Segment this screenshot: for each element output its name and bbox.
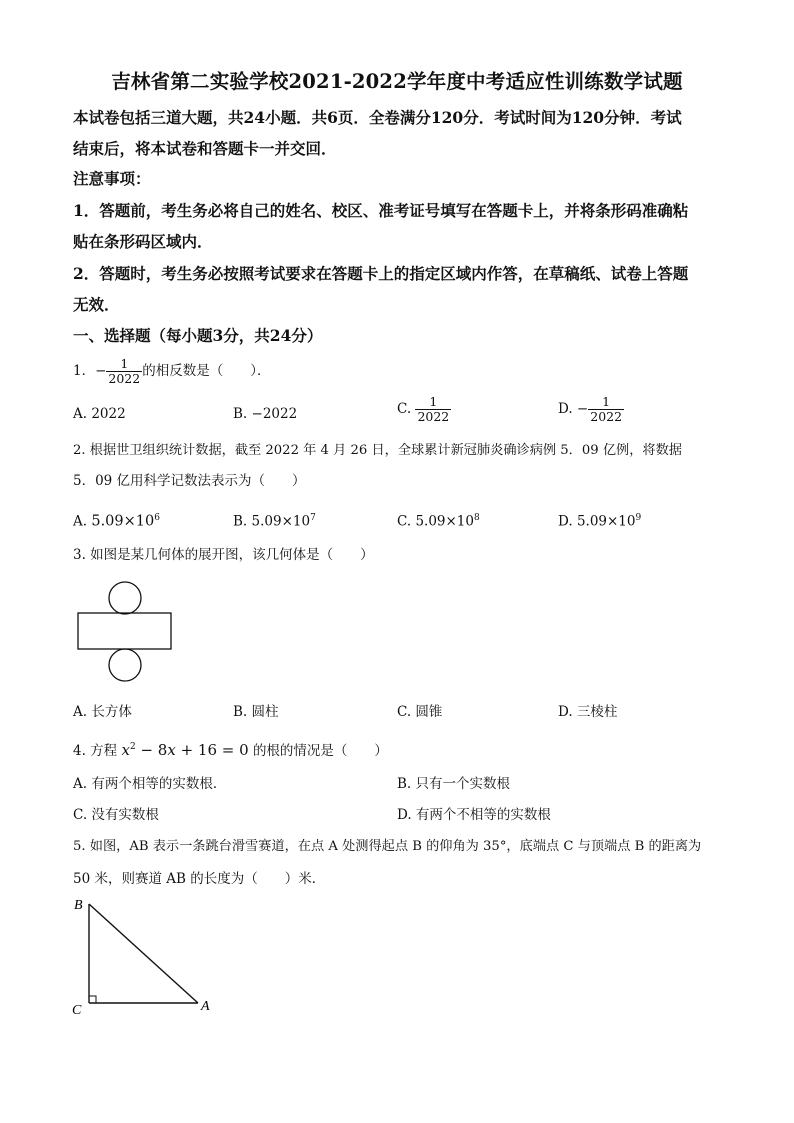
question-5-line-1: 5. 如图，AB 表示一条跳台滑雪赛道，在点 A 处测得起点 B 的仰角为 35°，底端点 C 与顶端点 B 的距离为 xyxy=(73,839,702,854)
q1-c-fraction xyxy=(415,395,451,424)
net-bottom-circle xyxy=(109,649,141,681)
q1-frac-num: 1 xyxy=(120,356,129,372)
q1-d-den: 2022 xyxy=(590,408,623,424)
q1-neg-sign: − xyxy=(95,363,107,379)
q2-option-d xyxy=(558,508,641,532)
question-1 xyxy=(73,356,723,386)
q3-option-c: C. 圆锥 xyxy=(397,704,443,720)
net-rectangle xyxy=(78,613,171,649)
notice-1-line-1: 1．答题前，考生务必将自己的姓名、校区、准考证号填写在答题卡上，并将条形码准确粘 xyxy=(73,201,689,220)
q1-fraction xyxy=(106,357,142,386)
question-3: 3. 如图是某几何体的展开图，该几何体是（ ） xyxy=(73,547,374,563)
q2-option-c xyxy=(397,508,480,532)
q2-a-exp: 6 xyxy=(154,513,160,523)
q2-b-base: 5.09×10 xyxy=(251,513,311,530)
q2-b-exp: 7 xyxy=(310,513,316,523)
question-5-line-2: 50 米，则赛道 AB 的长度为（ ）米． xyxy=(73,871,326,887)
q4-exp: 2 xyxy=(129,742,136,752)
q2-c-base: 5.09×10 xyxy=(415,513,474,530)
q1-option-b: B. −2022 xyxy=(233,406,298,422)
net-top-circle xyxy=(109,582,141,614)
q2-a-label: A. xyxy=(73,513,88,530)
notice-heading: 注意事项： xyxy=(73,169,151,188)
q1-d-num: 1 xyxy=(602,394,611,409)
q1-c-label: C. xyxy=(397,400,412,417)
section-heading: 一、选择题（每小题3分，共24分） xyxy=(73,326,323,345)
label-b: B xyxy=(74,898,83,913)
q1-frac-den: 2022 xyxy=(108,371,141,386)
question-4 xyxy=(73,732,723,766)
q4-post: 的根的情况是（ ） xyxy=(252,743,388,759)
label-c: C xyxy=(72,1003,82,1018)
q1-option-d xyxy=(558,395,624,424)
cylinder-net-figure xyxy=(70,578,180,690)
q4-var-x2: x xyxy=(167,741,176,759)
q2-a-base: 5.09×10 xyxy=(91,513,155,530)
intro-line-2: 结束后，将本试卷和答题卡一并交回． xyxy=(73,139,337,158)
q4-pre: 4. 方程 xyxy=(73,743,118,759)
q3-option-b: B. 圆柱 xyxy=(233,704,279,720)
notice-2-line-1: 2．答题时，考生务必按照考试要求在答题卡上的指定区域内作答，在草稿纸、试卷上答题 xyxy=(73,264,689,283)
question-2-line-1: 2. 根据世卫组织统计数据，截至 2022 年 4 月 26 日，全球累计新冠肺炎确诊病例 5．09 亿例，将数据 xyxy=(73,443,682,458)
q1-c-den: 2022 xyxy=(417,408,450,424)
label-a: A xyxy=(201,999,210,1014)
q2-d-base: 5.09×10 xyxy=(576,513,636,530)
q2-c-label: C. xyxy=(397,513,412,530)
q4-option-a: A. 有两个相等的实数根． xyxy=(73,776,227,792)
q3-option-a: A. 长方体 xyxy=(73,704,132,720)
q4-rest: + 16 = 0 xyxy=(175,741,249,759)
q1-text: 的相反数是（ ）． xyxy=(142,363,271,379)
side-ab xyxy=(89,904,198,1003)
q1-number: 1． xyxy=(73,363,96,379)
q2-b-label: B. xyxy=(233,513,248,530)
q2-c-exp: 8 xyxy=(474,513,480,523)
ski-slope-triangle-figure xyxy=(68,892,228,1020)
intro-line-1: 本试卷包括三道大题，共24小题．共6页．全卷满分120分．考试时间为120分钟．考试 xyxy=(73,108,682,127)
q4-var-x: x xyxy=(121,741,130,759)
q2-option-a xyxy=(73,508,160,532)
q1-c-num: 1 xyxy=(429,394,438,409)
notice-2-line-2: 无效． xyxy=(73,295,120,314)
q1-d-label: D. − xyxy=(558,400,589,417)
q1-d-fraction xyxy=(588,395,624,424)
q4-option-c: C. 没有实数根 xyxy=(73,807,159,823)
q2-d-label: D. xyxy=(558,513,573,530)
question-2-line-2: 5．09 亿用科学记数法表示为（ ） xyxy=(73,473,306,489)
q1-option-c xyxy=(397,395,451,424)
right-angle-mark xyxy=(89,996,96,1003)
notice-1-line-2: 贴在条形码区域内． xyxy=(73,232,213,251)
q4-option-d: D. 有两个不相等的实数根 xyxy=(397,807,551,823)
q4-option-b: B. 只有一个实数根 xyxy=(397,776,511,792)
q4-mid: − 8 xyxy=(135,741,168,759)
exam-title: 吉林省第二实验学校2021-2022学年度中考适应性训练数学试题 xyxy=(111,70,683,93)
q3-option-d: D. 三棱柱 xyxy=(558,704,618,720)
q2-d-exp: 9 xyxy=(635,513,642,523)
q2-option-b xyxy=(233,508,316,532)
q1-option-a: A. 2022 xyxy=(73,406,126,422)
